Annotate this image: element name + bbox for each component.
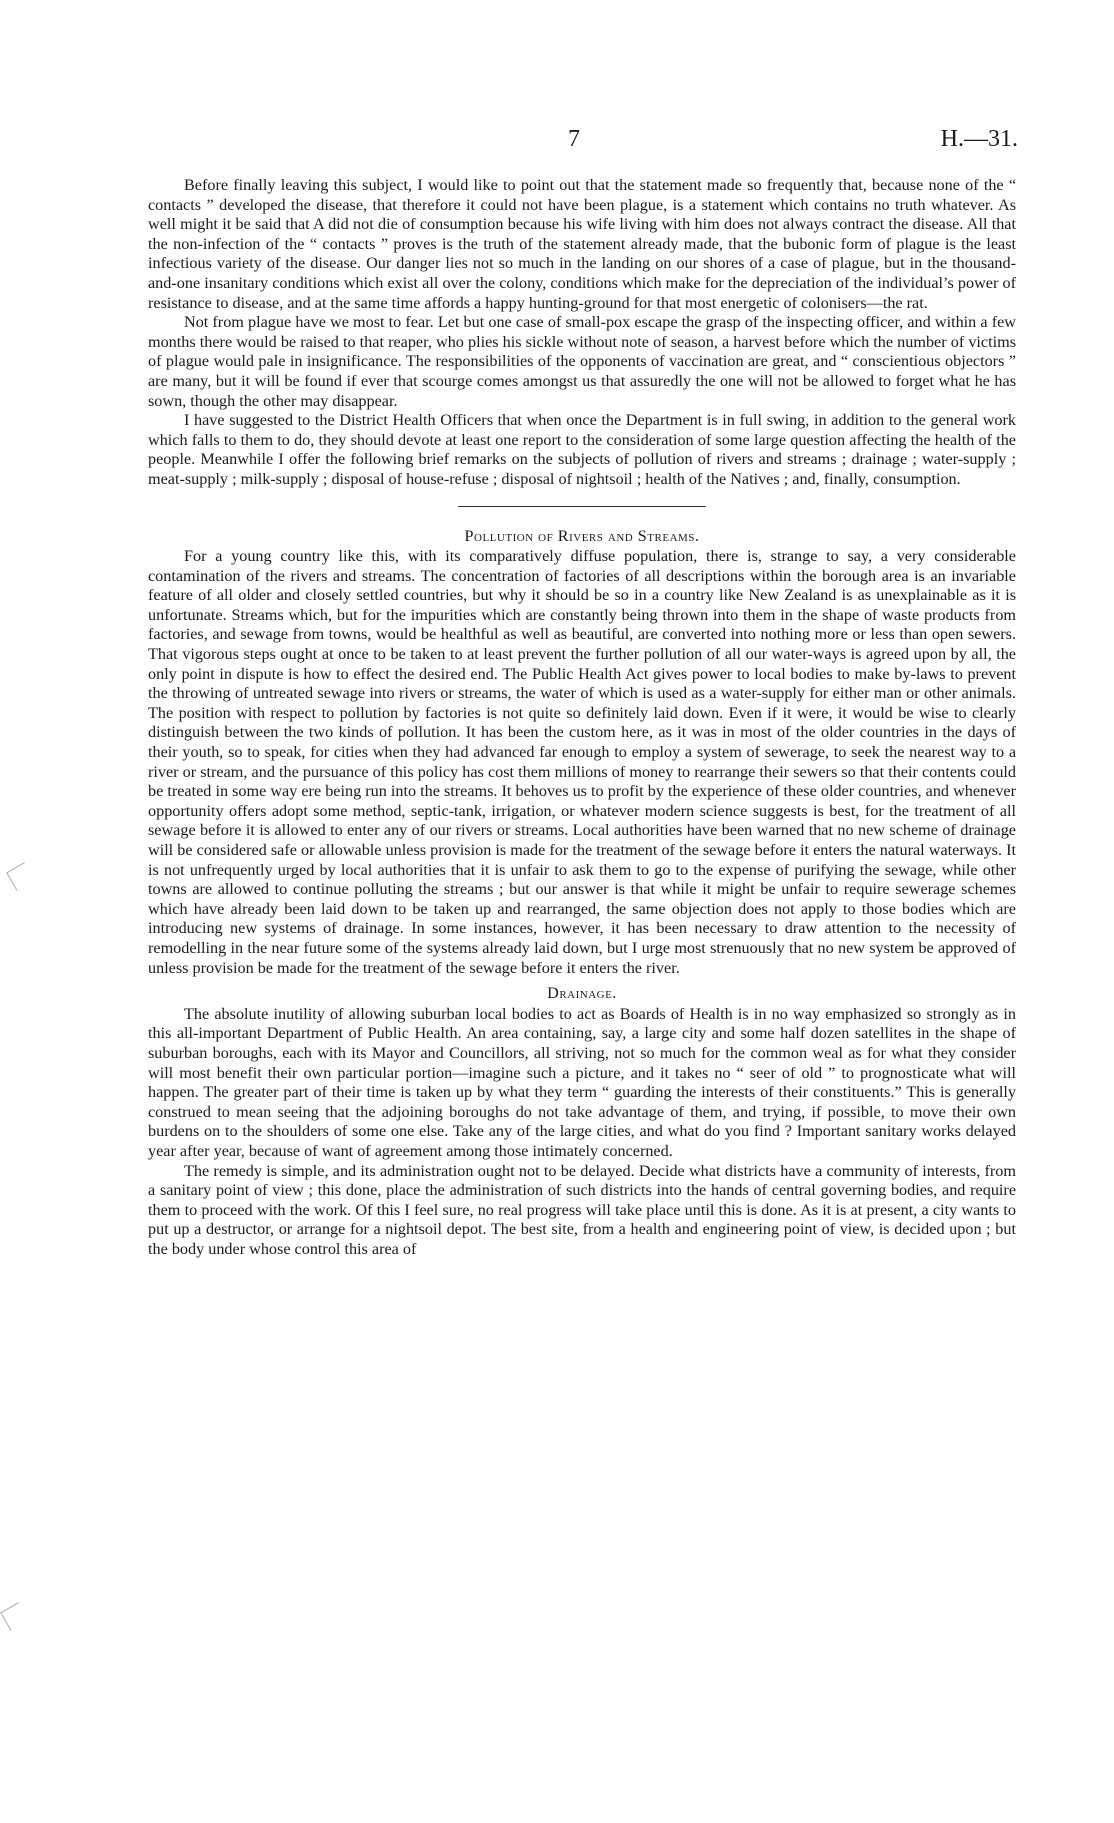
section-divider: [458, 506, 706, 507]
paragraph: I have suggested to the District Health Officers that when once the Department is in full swing, in addition to the general work which falls to them to do, they should devote at least one report to the consideration of some large question affecting the health of the people. Meanwhile I offer the following brief remarks on the subjects of pollution of rivers and streams ; drainage ; water-supply ; meat-supply ; milk-supply ; disposal of house-refuse ; disposal of nightsoil ; health of the Natives ; and, finally, consumption.: [148, 411, 1016, 488]
paragraph: Not from plague have we most to fear. Let but one case of small-pox escape the grasp of the inspecting officer, and within a few months there would be raised to that reaper, who plies his sickle without note of season, a harvest before which the number of victims of plague would pale in insignificance. The responsibilities of the opponents of vaccination are great, and “ conscientious objectors ” are many, but it will be found if ever that scourge comes amongst us that assuredly the one will not be allowed to forget what he has sown, though the other may disappear.: [148, 313, 1016, 410]
section-heading: Pollution of Rivers and Streams.: [464, 526, 700, 545]
margin-mark: [0, 1602, 29, 1631]
margin-mark: [6, 862, 35, 891]
paragraph: For a young country like this, with its comparatively diffuse population, there is, strange to say, a very considerable contamination of the rivers and streams. The concentration of factories of all descriptions within the borough area is an invariable feature of all older and closely settled countries, but why it should be so in a country like New Zealand is as unexplainable as it is unfortunate. Streams which, but for the impurities which are constantly being thrown into them in the shape of waste products from factories, and sewage from towns, would be healthful as well as beautiful, are converted into nothing more or less than open sewers. That vigorous steps ought at once to be taken to at least prevent the further pollution of all our water-ways is agreed upon by all, the only point in dispute is how to effect the desired end. The Public Health Act gives power to local bodies to make by-laws to prevent the throwing of untreated sewage into rivers or streams, the water of which is used as a water-supply for either man or other animals. The position with respect to pollution by factories is not quite so definitely laid down. Even if it were, it would be wise to clearly distinguish between the two kinds of pollution. It has been the custom here, as it was in most of the older countries in the days of their youth, so to speak, for cities when they had advanced far enough to employ a system of sewerage, to seek the nearest way to a river or stream, and the pursuance of this policy has cost them millions of money to rearrange their sewers so that their contents could be treated in some way ere being run into the streams. It behoves us to profit by the experience of these older countries, and whenever opportunity offers adopt some method, septic-tank, irrigation, or whatever modern science suggests is best, for the treatment of all sewage before it is allowed to enter any of our rivers or streams. Local authorities have been warned that no new scheme of drainage will be considered safe or allowable unless provision is made for the treatment of the sewage before it enters the natural waterways. It is not unfrequently urged by local authorities that it is unfair to ask them to go to the expense of purifying the sewage, while other towns are allowed to continue polluting the streams ; but our answer is that while it might be unfair to require sewerage schemes which have already been laid down to be taken up and rearranged, the same objection does not apply to those bodies which are introducing new systems of drainage. In some instances, however, it has been necessary to draw attention to the necessity of remodelling in the near future some of the systems already laid down, but I urge most strenuously that no new system be approved of unless provision be made for the treatment of the sewage before it enters the river.: [148, 547, 1016, 977]
paragraph: The absolute inutility of allowing suburban local bodies to act as Boards of Health is in no way emphasized so strongly as in this all-important Department of Public Health. An area containing, say, a large city and some half dozen satellites in the shape of suburban boroughs, each with its Mayor and Councillors, all striving, not so much for the common weal as for what they consider will most benefit their own particular portion—imagine such a picture, and it takes no “ seer of old ” to prognosticate what will happen. The greater part of their time is taken up by what they term “ guarding the interests of their constituents.” This is generally construed to mean seeing that the adjoining boroughs do not take advantage of them, and trying, if possible, to move their own burdens on to the shoulders of some one else. Take any of the large cities, and what do you find ? Important sanitary works delayed year after year, because of want of agreement among those intimately concerned.: [148, 1004, 1016, 1160]
paragraph: The remedy is simple, and its administration ought not to be delayed. Decide what districts have a community of interests, from a sanitary point of view ; this done, place the administration of such districts into the hands of central governing bodies, and require them to proceed with the work. Of this I feel sure, no real progress will take place until this is done. As it is at present, a city wants to put up a destructor, or arrange for a nightsoil depot. The best site, from a health and engineering point of view, is decided upon ; but the body under whose control this area of: [148, 1161, 1016, 1258]
document-body: [148, 176, 1016, 1259]
section-heading: Drainage.: [547, 984, 617, 1003]
document-reference: H.—31.: [940, 126, 1018, 152]
page-number: 7: [568, 126, 580, 152]
paragraph: Before finally leaving this subject, I would like to point out that the statement made so frequently that, because none of the “ contacts ” developed the disease, that therefore it could not have been plague, is a statement which contains no truth whatever. As well might it be said that A did not die of consumption because his wife living with him does not always contract the disease. All that the non-infection of the “ contacts ” proves is the truth of the statement already made, that the bubonic form of plague is the least infectious variety of the disease. Our danger lies not so much in the landing on our shores of a case of plague, but in the thousand-and-one insanitary conditions which exist all over the colony, conditions which make for the depreciation of the individual’s power of resistance to disease, and at the same time affords a happy hunting-ground for that most energetic of colonisers—the rat.: [148, 176, 1016, 312]
